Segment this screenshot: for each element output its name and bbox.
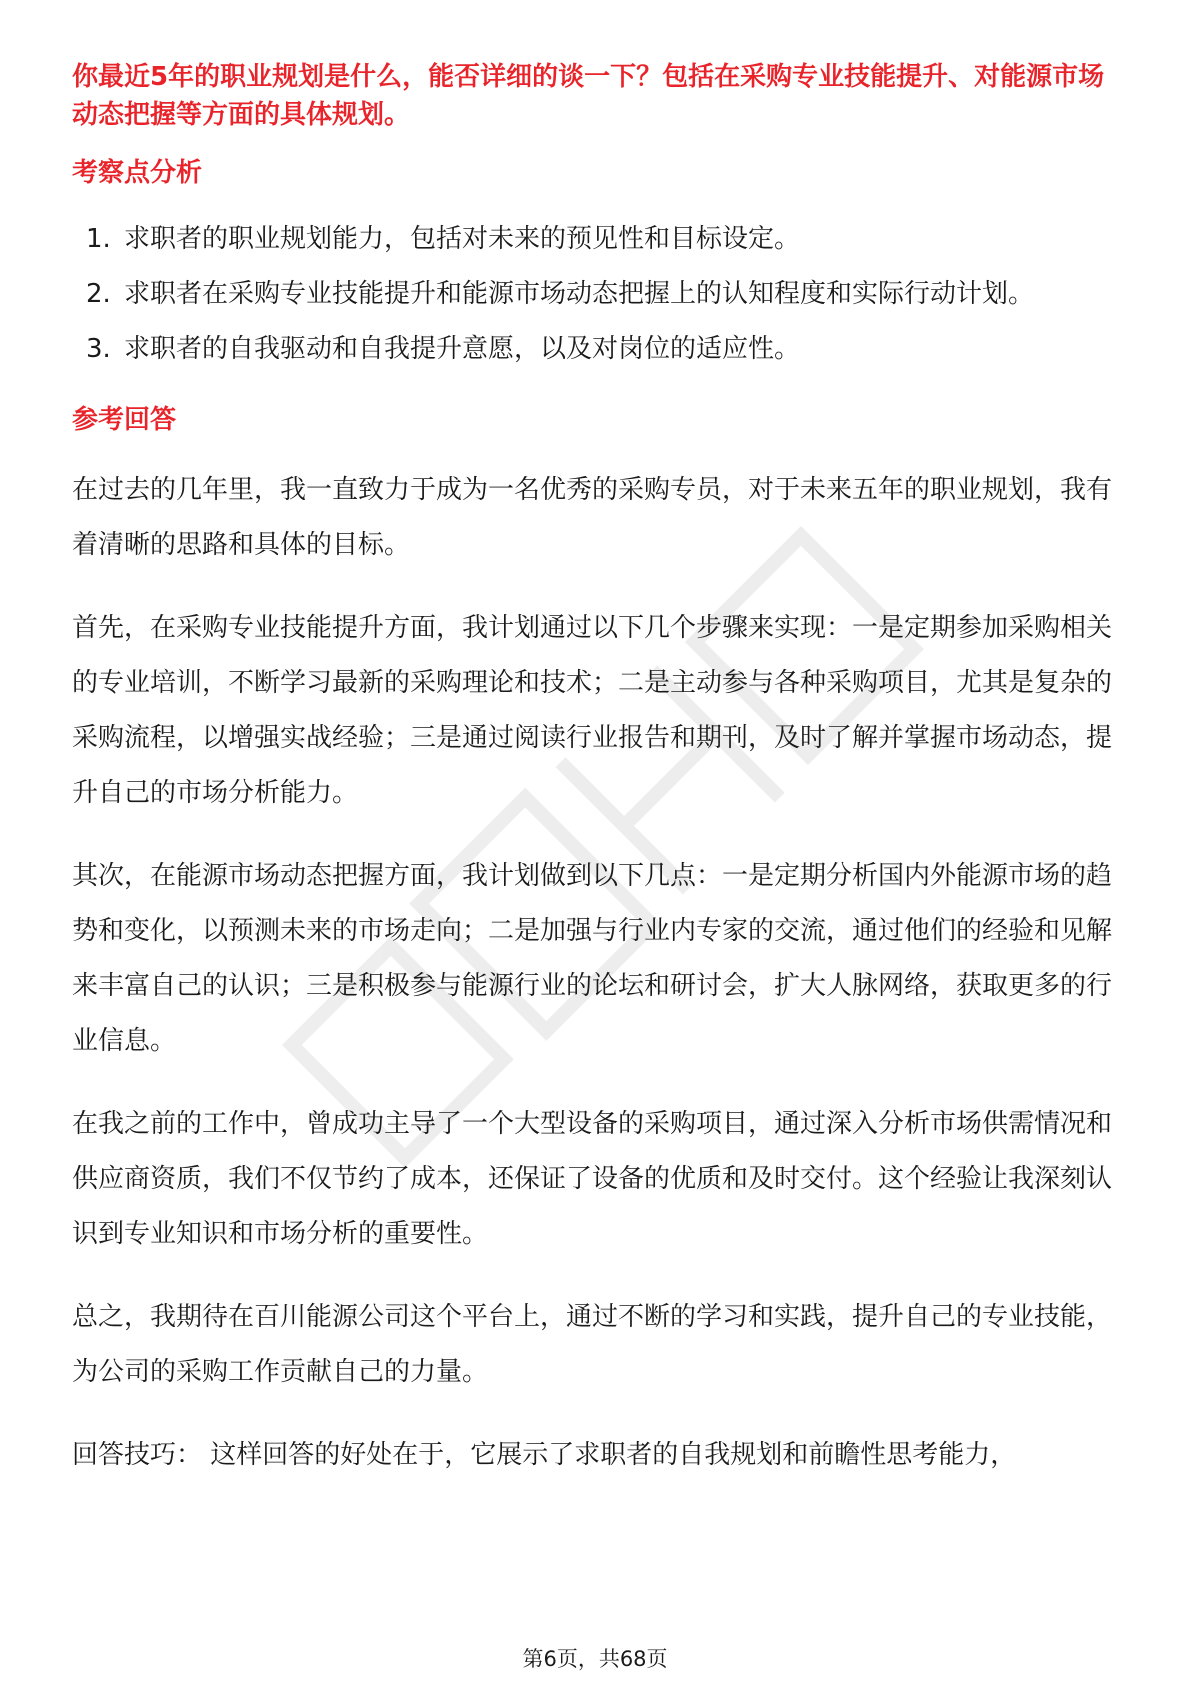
answer-paragraph: 其次，在能源市场动态把握方面，我计划做到以下几点：一是定期分析国内外能源市场的趋势和变化，以预测未来的市场走向；二是加强与行业内专家的交流，通过他们的经验和见解来丰富自己的认识；三是积极参与能源行业的论坛和研讨会，扩大人脉网络，获取更多的行业信息。: [72, 861, 1113, 1056]
list-number: 3.: [86, 334, 111, 364]
list-item: [72, 322, 1120, 377]
list-number: 2.: [86, 279, 111, 309]
answer-title: 参考回答: [72, 405, 177, 435]
analysis-list: [72, 212, 1120, 377]
answer-tips: 回答技巧： 这样回答的好处在于，它展示了求职者的自我规划和前瞻性思考能力，: [72, 1440, 1017, 1470]
analysis-title: 考察点分析: [72, 158, 203, 188]
document-page: [72, 58, 1120, 1483]
list-text: 求职者在采购专业技能提升和能源市场动态把握上的认知程度和实际行动计划。: [124, 279, 1035, 309]
list-text: 求职者的职业规划能力，包括对未来的预见性和目标设定。: [124, 224, 801, 254]
list-text: 求职者的自我驱动和自我提升意愿，以及对岗位的适应性。: [124, 334, 801, 364]
list-number: 1.: [86, 224, 111, 254]
answer-paragraph: 首先，在采购专业技能提升方面，我计划通过以下几个步骤来实现：一是定期参加采购相关的专业培训，不断学习最新的采购理论和技术；二是主动参与各种采购项目，尤其是复杂的采购流程，以增强实战经验；三是通过阅读行业报告和期刊，及时了解并掌握市场动态，提升自己的市场分析能力。: [72, 613, 1113, 808]
answer-paragraph: 总之，我期待在百川能源公司这个平台上，通过不断的学习和实践，提升自己的专业技能，为公司的采购工作贡献自己的力量。: [72, 1302, 1113, 1387]
list-item: [72, 267, 1120, 322]
page-number: 第6页，共68页: [522, 1647, 668, 1671]
question-heading: 你最近5年的职业规划是什么，能否详细的谈一下？包括在采购专业技能提升、对能源市场动态把握等方面的具体规划。: [72, 62, 1105, 130]
answer-paragraph: 在过去的几年里，我一直致力于成为一名优秀的采购专员，对于未来五年的职业规划，我有着清晰的思路和具体的目标。: [72, 475, 1113, 560]
list-item: [72, 212, 1120, 267]
answer-paragraph: 在我之前的工作中，曾成功主导了一个大型设备的采购项目，通过深入分析市场供需情况和供应商资质，我们不仅节约了成本，还保证了设备的优质和及时交付。这个经验让我深刻认识到专业知识和市场分析的重要性。: [72, 1109, 1113, 1249]
